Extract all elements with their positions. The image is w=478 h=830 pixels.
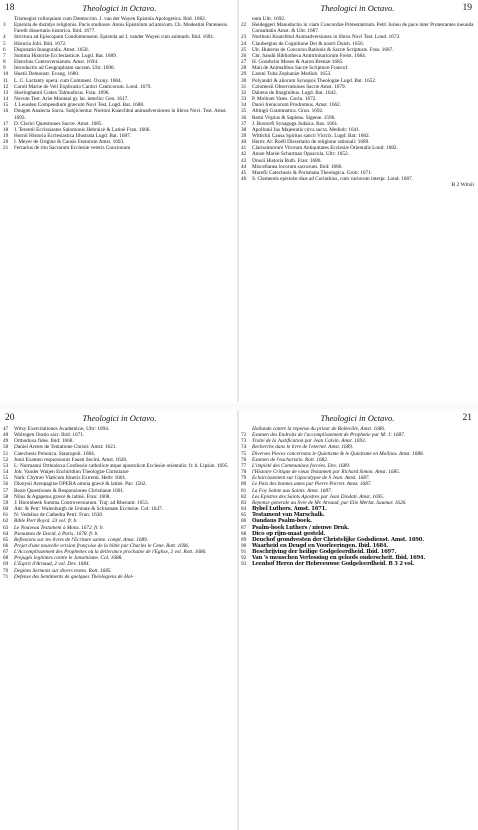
sheet-divider: [0, 403, 478, 409]
entry-number: 72: [241, 432, 247, 439]
entry-text: Drusii Historia Ruth. Fran: 1686.: [252, 157, 322, 164]
entry-text: Dougæi Analecta Sacra. Subjicientur. Nortoni Knatchbul animadversiones in libros Novi. Test. Amst. 1693.: [14, 108, 227, 121]
entry-number: 17: [3, 120, 9, 127]
entry-number: 23: [241, 34, 247, 41]
entry-text: Projet d'une nouvelle version françoise de la bible par Charles le Cene. Rott. 1696.: [14, 542, 190, 549]
entry-number: 33: [241, 96, 247, 103]
entry-text: Ferrarius de ritu Sacrarum Ecclesiæ veteris Concionum: [14, 145, 131, 152]
entry-text: L'Accomplissement des Propheties où la delivrance prochaine de l'Eglise, 2 vol. Rott. 1686.: [14, 549, 207, 556]
entry-number: 37: [241, 120, 247, 127]
entry-number: 68: [3, 555, 9, 562]
entry-number: 24: [241, 40, 247, 47]
gutter: [237, 410, 239, 830]
catalogue-entry: [3, 108, 236, 120]
running-title: Theologici in Octavo.: [320, 3, 395, 13]
entry-text: Les Epistres des Saints Apostres par Jean Diodati. Amst. 1695.: [252, 493, 385, 500]
entry-text: L'Esprit d'Arnaud, 2 vol. Dev. 1684.: [14, 561, 90, 568]
entry-text: Examen de l'eucharistie. Rott. 1682.: [252, 456, 329, 463]
catalogue-entry: [241, 561, 474, 567]
entry-text: Apollonii Jus Majestatis circa sacra. Mediob: 1641.: [252, 126, 361, 133]
entry-text: Leenhof Heren der Hebreeuwse Godgeleerdheid. B 3 2 vol.: [252, 561, 414, 568]
entry-text: Remi Virpius & Sapiens. Sigenæ. 1596.: [252, 114, 336, 121]
entry-number: 66: [3, 542, 9, 549]
entry-number: 53: [3, 462, 9, 469]
entry-number: 26: [241, 52, 247, 59]
running-head: [241, 410, 474, 426]
entry-text: Adr: & Petr: Walenburgh de Unitate & Schismate Ecclesiæ. Col: 1647.: [14, 506, 163, 513]
entry-number: 16: [3, 108, 9, 115]
running-head: [241, 0, 474, 16]
entry-number: 38: [241, 126, 247, 133]
entry-number: 20: [3, 139, 9, 146]
page-number: 19: [462, 3, 472, 13]
entry-number: 7: [3, 52, 6, 59]
running-title: Theologici in Octavo.: [320, 413, 395, 423]
entry-text: Catechesis Polonica. Stauropoli. 1684.: [14, 450, 96, 457]
entry-text: Reflexions sur les livres de l'Ecriture sainte. compl. Amst. 1689.: [14, 536, 149, 543]
entry-number: 73: [241, 438, 247, 445]
entry-number: 12: [3, 83, 9, 90]
entry-text: Introductio ad Geographiam sacram. Ultr. 1696.: [14, 65, 115, 72]
entry-number: 18: [3, 126, 9, 133]
entry-text: Marefii Catechesis & Porismata Theologica. Gron: 1671.: [252, 169, 373, 176]
entry-number: 41: [241, 145, 247, 152]
entry-number: 42: [241, 151, 247, 158]
entry-text: Eclaircissement sur l'apocalypse de S Jean. Amst. 1687.: [252, 475, 370, 482]
entry-number: 6: [3, 46, 6, 53]
entry-text: Oandaus Psalm-boek.: [252, 518, 312, 525]
entry-number: 82: [241, 493, 247, 500]
entry-text: Annæ Mariæ Schurman Opuscula, Ultr: 1652.: [252, 151, 349, 158]
entry-number: 47: [3, 426, 9, 432]
entry-number: 89: [241, 536, 247, 543]
entry-number: 25: [241, 46, 247, 53]
running-title: Theologici in Octavo.: [82, 413, 157, 423]
entry-number: 67: [3, 549, 9, 556]
entry-text: Caroli Mariæ de Veil Explicatio Cantici Canticorum. Lond. 1679.: [14, 83, 152, 90]
entry-number: 43: [241, 157, 247, 164]
entry-text: D. Clerici Quæstiones Sacræ. Amst. 1685.: [14, 120, 103, 127]
entry-number: 29: [241, 71, 247, 78]
entry-text: I. Meyer de Origine & Causis Festorum Amst. 1693.: [14, 139, 125, 146]
entry-text: La Foy Sainte aux Saints. Amst. 1687.: [252, 487, 332, 494]
entry-text: Joh: Vander Waijen Enchiridion Theologiæ Christianæ: [14, 469, 129, 476]
entry-text: Dogmes Sermons sur divers textes. Rott. 1685.: [14, 567, 112, 574]
entry-number: 88: [241, 530, 247, 537]
entry-number: 39: [241, 132, 247, 139]
entry-number: 28: [241, 65, 247, 72]
entry-text: Summa Historiæ Ecclesiasticæ. Lugd. Bat. 1689.: [14, 52, 118, 59]
entry-text: Novum Test. Ariæ Montani gr. lat. interlin: Gen. 1617.: [14, 96, 129, 103]
entry-number: 10: [3, 71, 9, 78]
entry-number: 21: [3, 145, 9, 152]
entry-number: 57: [3, 487, 9, 494]
entry-number: 85: [241, 512, 247, 519]
sheet-top: [0, 0, 478, 402]
page-number: 21: [462, 413, 472, 423]
entry-text: H. Goodwini Moses & Aaron Bremæ 1685.: [252, 59, 344, 66]
entry-number: 22: [241, 22, 247, 29]
entry-text: Clarissimorum Virorum Antiquitates Ecclesiæ Orientalis Lond: 1682.: [252, 145, 398, 152]
entry-number: 31: [241, 83, 247, 90]
entry-text: Examen des Endroits de l'accomplissement de Prophetie par M: J: 1687.: [252, 432, 406, 439]
entry-number: 52: [3, 456, 9, 463]
entry-text: Woltogen Oratio sacr. Ibid: 1671.: [14, 432, 85, 439]
entry-text: Beschrijving der heilige Godgeleerdheid. Ibid. 1697.: [252, 549, 397, 556]
entry-number: 14: [3, 96, 9, 103]
catalogue-entry: [241, 22, 474, 34]
entry-text: Waarheid en Deugd en Voorleeringen. Ibid. 1684.: [252, 542, 389, 549]
entry-number: 48: [3, 432, 9, 439]
entry-number: 79: [241, 475, 247, 482]
entry-text: Recherche dans le livre de l'eternel. Amst. 1689.: [252, 444, 354, 451]
entry-text: Epistola de distidys religionis. Pacis studiosæ. Annis Epistolum ad amicum. Ch. Modestini Parænesis. Farelli dissertatio historica. Ibid. 1677.: [14, 22, 229, 35]
catalogue-entry: [241, 176, 474, 182]
entry-text: Huetii Demonstr. Evang. 1680.: [14, 71, 80, 78]
catalogue-entry: [3, 22, 236, 34]
entry-list: [241, 16, 474, 189]
entry-text: Northoni Knatchbul Animadversiones in libros Novi Test. Lond. 1672.: [252, 34, 401, 41]
entry-text: Ulr. Huberus de Concursu Rationis & Sacræ Scripturæ. Fran. 1687.: [252, 46, 394, 53]
entry-text: Traité de la Justification par Jean Calvin. Amst. 1693.: [252, 438, 367, 445]
entry-number: 49: [3, 438, 9, 445]
entry-number: 60: [3, 506, 9, 513]
entry-number: 84: [241, 506, 247, 513]
entry-text: Miscellanea locorum sacrorum. Ibid: 1686.: [252, 163, 343, 170]
page-21: [241, 410, 474, 830]
entry-text: N: Vedelius de Cathedra Petri: Fran: 1630.: [14, 512, 104, 519]
entry-number: 61: [3, 512, 9, 519]
entry-number: 62: [3, 518, 9, 525]
catalogue-entry: [3, 574, 236, 580]
entry-text: Bybel Luthers. Amst. 1671.: [252, 506, 327, 513]
sheet-bottom: [0, 410, 478, 830]
entry-text: Reponse generale au livre de Mr. Arnaud, par Elie Merlat. Saumur. 1626.: [252, 499, 407, 506]
signature-mark: B 2 Witsii: [451, 182, 474, 189]
entry-number: 77: [241, 462, 247, 469]
entry-text: Dalæus de Imaginibus. Lugd. Bat. 1642.: [252, 89, 338, 96]
entry-text: Bible Port Royal. 23 vol: fr. b.: [14, 518, 78, 525]
entry-list: [3, 16, 236, 151]
entry-number: 87: [241, 524, 247, 531]
entry-text: Trismegist colloquium cum Dæmocrito. J. van der Wayen Epistola Apologetica. Ibid. 1682.: [14, 16, 207, 22]
entry-text: Hollande contre la reponse du prieur de Bolleville, Amst. 1686.: [252, 426, 386, 432]
entry-text: L. C. Lactanty opera. cum Comment. Oxony. 1684.: [14, 77, 122, 84]
entry-number: 35: [241, 108, 247, 115]
entry-number: 55: [3, 475, 9, 482]
entry-text: Wittichii Causa Spiritus sancti Victrix. Lugd: Bat: 1682.: [252, 132, 370, 139]
entry-number: 63: [3, 524, 9, 531]
entry-text: Nath: Chytræi Viaticum Itineris Extremi. Herb: 1601.: [14, 475, 127, 482]
entry-number: 36: [241, 114, 247, 121]
entry-text: Chr. Sandii Bibliotheca Antitrinitariorum Freist. 1684.: [252, 52, 367, 59]
entry-text: Bezæ Quæstiones & Responsiones Christianæ 1601.: [14, 487, 125, 494]
page-18: [3, 0, 236, 402]
entry-text: Sheringhamii Codex Talmudicus. Fran. 1696.: [14, 89, 110, 96]
entry-number: 81: [241, 487, 247, 494]
entry-text: Prejugés legitimes contre le Jansénisme. Col. 1688.: [14, 555, 123, 562]
entry-text: Elenchus Controversiarum. Amst. 1694.: [14, 59, 99, 66]
entry-text: Disputatio Inauguralis. Amst. 1658.: [14, 46, 89, 53]
entry-text: J. Terentii Ecclesiastes Salomonis Hebraicè & Latinè Fran. 1666.: [14, 126, 151, 133]
entry-text: Le Paix des bonnes ames par Pierre Poirret. Amst. 1687.: [252, 481, 372, 488]
entry-text: Le Nouveau Testament à Mons. 1672. fr. b.: [14, 524, 104, 531]
entry-text: Historia Jobi. Ibid. 1672.: [14, 40, 67, 47]
entry-number: 5: [3, 40, 6, 47]
running-head: [3, 0, 236, 16]
entry-text: Altingii Grammatica. Gron. 1692.: [252, 108, 324, 115]
page-19: [241, 0, 474, 402]
entry-text: Maii de Animalibus Sacræ Scripturæ Francof.: [252, 65, 349, 72]
page-number: 20: [5, 413, 15, 423]
entry-number: 92: [241, 555, 247, 562]
entry-number: 15: [3, 102, 9, 109]
entry-number: 11: [3, 77, 9, 84]
gutter: [237, 0, 239, 402]
entry-text: L: Normanni Orthodoxa Confessio catholicæ atque apostolicæ Ecclesiæ orientalis: fr. b. Lipsiæ. 1695.: [14, 462, 229, 469]
entry-text: S. Clementis epistolæ duæ ad Corinthios, cum variorum interpr. Lond: 1687.: [252, 176, 413, 183]
entry-number: 34: [241, 102, 247, 109]
entry-number: 86: [241, 518, 247, 525]
entry-number: 13: [3, 89, 9, 96]
entry-text: Defense des Sentiments de quelques Théologiens de Hol-: [14, 573, 134, 580]
entry-number: 64: [3, 530, 9, 537]
entry-text: Diverses Pieces concernans le Quietisme & le Quietisme en Molinos. Amst. 1688.: [252, 450, 424, 457]
entry-list: [241, 426, 474, 568]
entry-text: Deuchof grondvesten der Christelijke Godsdienst. Amst. 1690.: [252, 536, 424, 543]
entry-text: Claubergius de Cognitione Dei & nostri Duisb. 1656.: [252, 40, 365, 47]
entry-number: 59: [3, 499, 9, 506]
entry-number: 54: [3, 469, 9, 476]
entry-text: Heideggeri Manuductio in viam Concordiæ Protestantium. Petri Jurieu de pace inter Protestantes ineunda Consultatio Amst. & Ultr. 1687.: [252, 22, 474, 35]
entry-text: L'impiété des Communions forcées. Dev. 1689.: [252, 462, 351, 469]
entry-text: Dionysii Areopagitæ OPERA omnia græcè & latinè. Par: 1562.: [14, 481, 147, 488]
entry-text: P. Molinæi Vates. Gorin. 1672.: [252, 96, 317, 103]
entry-text: Daniel Arents de Tentatione Christi: Amst: 1621.: [14, 444, 117, 451]
entry-text: Orthodoxa fides. Ibid: 1668.: [14, 438, 74, 445]
entry-number: 45: [241, 169, 247, 176]
entry-number: 4: [3, 34, 6, 41]
entry-text: Witsy Exercitationes Academicæ, Ultr: 1694.: [14, 426, 110, 432]
entry-text: l'Histoire Critique de vieux Testament par Richard Simon. Amst. 1685.: [252, 469, 401, 476]
entry-number: 91: [241, 549, 247, 556]
entry-text: Dico op rijm-maat gesteld.: [252, 530, 326, 537]
entry-text: Psalm-boek Luthers / nieuwe Druk.: [252, 524, 350, 531]
entry-text: Colomesii Observationes Sacræ Amst. 1679.: [252, 83, 346, 90]
entry-number: 76: [241, 456, 247, 463]
entry-text: Hornii Historia Ecclesiastica Illustrata Lugd. Bat. 1687.: [14, 132, 132, 139]
entry-number: 83: [241, 499, 247, 506]
entry-number: 50: [3, 444, 9, 451]
entry-number: 19: [3, 132, 9, 139]
entry-number: 90: [241, 542, 247, 549]
entry-number: 32: [241, 89, 247, 96]
entry-number: 71: [3, 573, 9, 580]
entry-text: Herm: Al: Roëll Dissertatio de religione rationali: 1689.: [252, 139, 370, 146]
entry-text: Polyandri & aliorum Synopsis Theologiæ Lugd. Bat. 1652.: [252, 77, 377, 84]
entry-number: 75: [241, 450, 247, 457]
entry-number: 70: [3, 567, 9, 574]
running-title: Theologici in Octavo.: [82, 3, 157, 13]
entry-number: 40: [241, 139, 247, 146]
entry-text: Lareni Tuba Zephaniæ Mediob. 1653.: [252, 71, 332, 78]
entry-text: Pseaumes de David, à Paris, 1678. fr. b.: [14, 530, 99, 537]
entry-number: 9: [3, 65, 6, 72]
entry-number: 51: [3, 450, 9, 457]
entry-number: 44: [241, 163, 247, 170]
entry-number: 93: [241, 561, 247, 568]
catalogue-entry: [3, 145, 236, 151]
entry-number: 3: [3, 22, 6, 29]
page-number: 18: [5, 3, 15, 13]
entry-number: 74: [241, 444, 247, 451]
entry-number: 8: [3, 59, 6, 66]
running-head: [3, 410, 236, 426]
entry-text: Testament van Marschalk.: [252, 512, 325, 519]
entry-text: num Ultr. 1692.: [252, 16, 286, 22]
entry-number: 30: [241, 77, 247, 84]
entry-text: Strictura ad Episcopum Condomiensem. Epistola ad J. vander Wayen cum animadv. Ibid. 1681.: [14, 34, 215, 41]
entry-number: 65: [3, 536, 9, 543]
page-20: [3, 410, 236, 830]
entry-text: Van 's menschen Verlossing en geloofs onderscheit. Ibid. 1694.: [252, 555, 426, 562]
entry-number: 69: [3, 561, 9, 568]
entry-number: 56: [3, 481, 9, 488]
entry-text: Nilus & Agapetus græcè & latinè. Fran: 1608.: [14, 493, 111, 500]
entry-number: 46: [241, 176, 247, 183]
entry-text: J: Hoornbeek Summa Controversiarum. Traj: ad Rhenum: 1653.: [14, 499, 149, 506]
entry-number: 58: [3, 493, 9, 500]
entry-number: 78: [241, 469, 247, 476]
entry-text: J. Buxtorfi Synagoga Judaica. Bas. 1661.: [252, 120, 339, 127]
entry-text: Durei Irenicorum Prodromus. Amst. 1662.: [252, 102, 342, 109]
entry-number: 80: [241, 481, 247, 488]
entry-text: J. Leusden Compendium græcum Novi Test. Lugd. Bat. 1688.: [14, 102, 145, 109]
entry-text: Junii Examen responsionis Fausti Socini. Amst. 1628.: [14, 456, 128, 463]
entry-number: 27: [241, 59, 247, 66]
entry-list: [3, 426, 236, 580]
